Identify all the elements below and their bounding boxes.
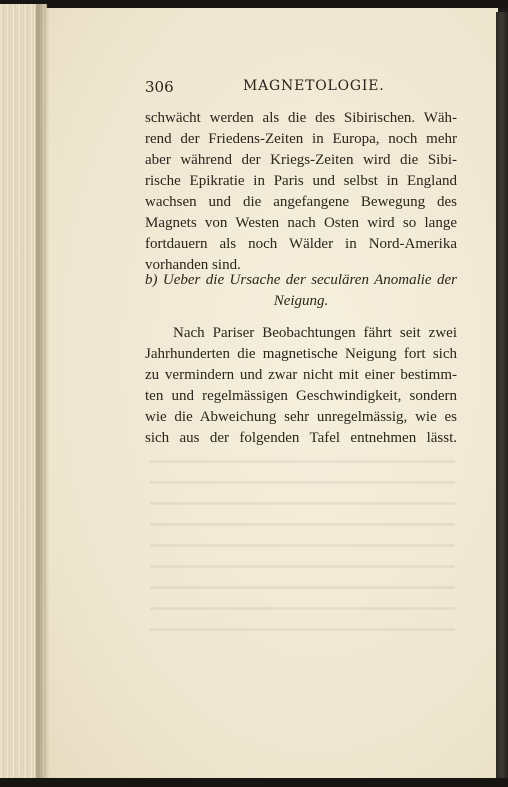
paragraph-2: [145, 323, 457, 449]
text-line: Magnets von Westen nach Osten wird so lange: [145, 215, 457, 231]
show-through-text: [150, 448, 455, 648]
running-title: MAGNETOLOGIE.: [243, 78, 385, 94]
page-header: [145, 78, 457, 100]
text-line: aber während der Kriegs-Zeiten wird die Sibi-: [145, 152, 457, 168]
paragraph-1: [145, 108, 457, 276]
text-line: ten und regelmässigen Geschwindigkeit, sondern: [145, 388, 457, 404]
page-number: 306: [145, 78, 174, 96]
text-line: fortdauern als noch Wälder in Nord-Amerika: [145, 236, 457, 252]
text-line: sich aus der folgenden Tafel entnehmen lässt.: [145, 430, 457, 446]
text-line: Jahrhunderten die magnetische Neigung fort sich: [145, 346, 457, 362]
section-heading: [145, 270, 457, 312]
facing-page-edge: [496, 12, 508, 778]
scan-border-top: [0, 0, 508, 8]
text-line: rend der Friedens-Zeiten in Europa, noch mehr: [145, 131, 457, 147]
text-line: schwächt werden als die des Sibirischen. Wäh-: [145, 110, 457, 126]
text-line: rische Epikratie in Paris und selbst in England: [145, 173, 457, 189]
text-line: wie die Abweichung sehr unregelmässig, wie es: [145, 409, 457, 425]
scan-border-bottom: [0, 778, 508, 787]
text-line: zu vermindern und zwar nicht mit einer bestimm-: [145, 367, 457, 383]
text-line: vorhanden sind.: [145, 257, 241, 273]
heading-line: Neigung.: [273, 293, 329, 309]
spine-shadow: [36, 4, 50, 779]
text-line: wachsen und die angefangene Bewegung des: [145, 194, 457, 210]
heading-line: b) Ueber die Ursache der seculären Anomalie der: [145, 272, 457, 288]
text-line: Nach Pariser Beobachtungen fährt seit zwei: [173, 325, 457, 341]
